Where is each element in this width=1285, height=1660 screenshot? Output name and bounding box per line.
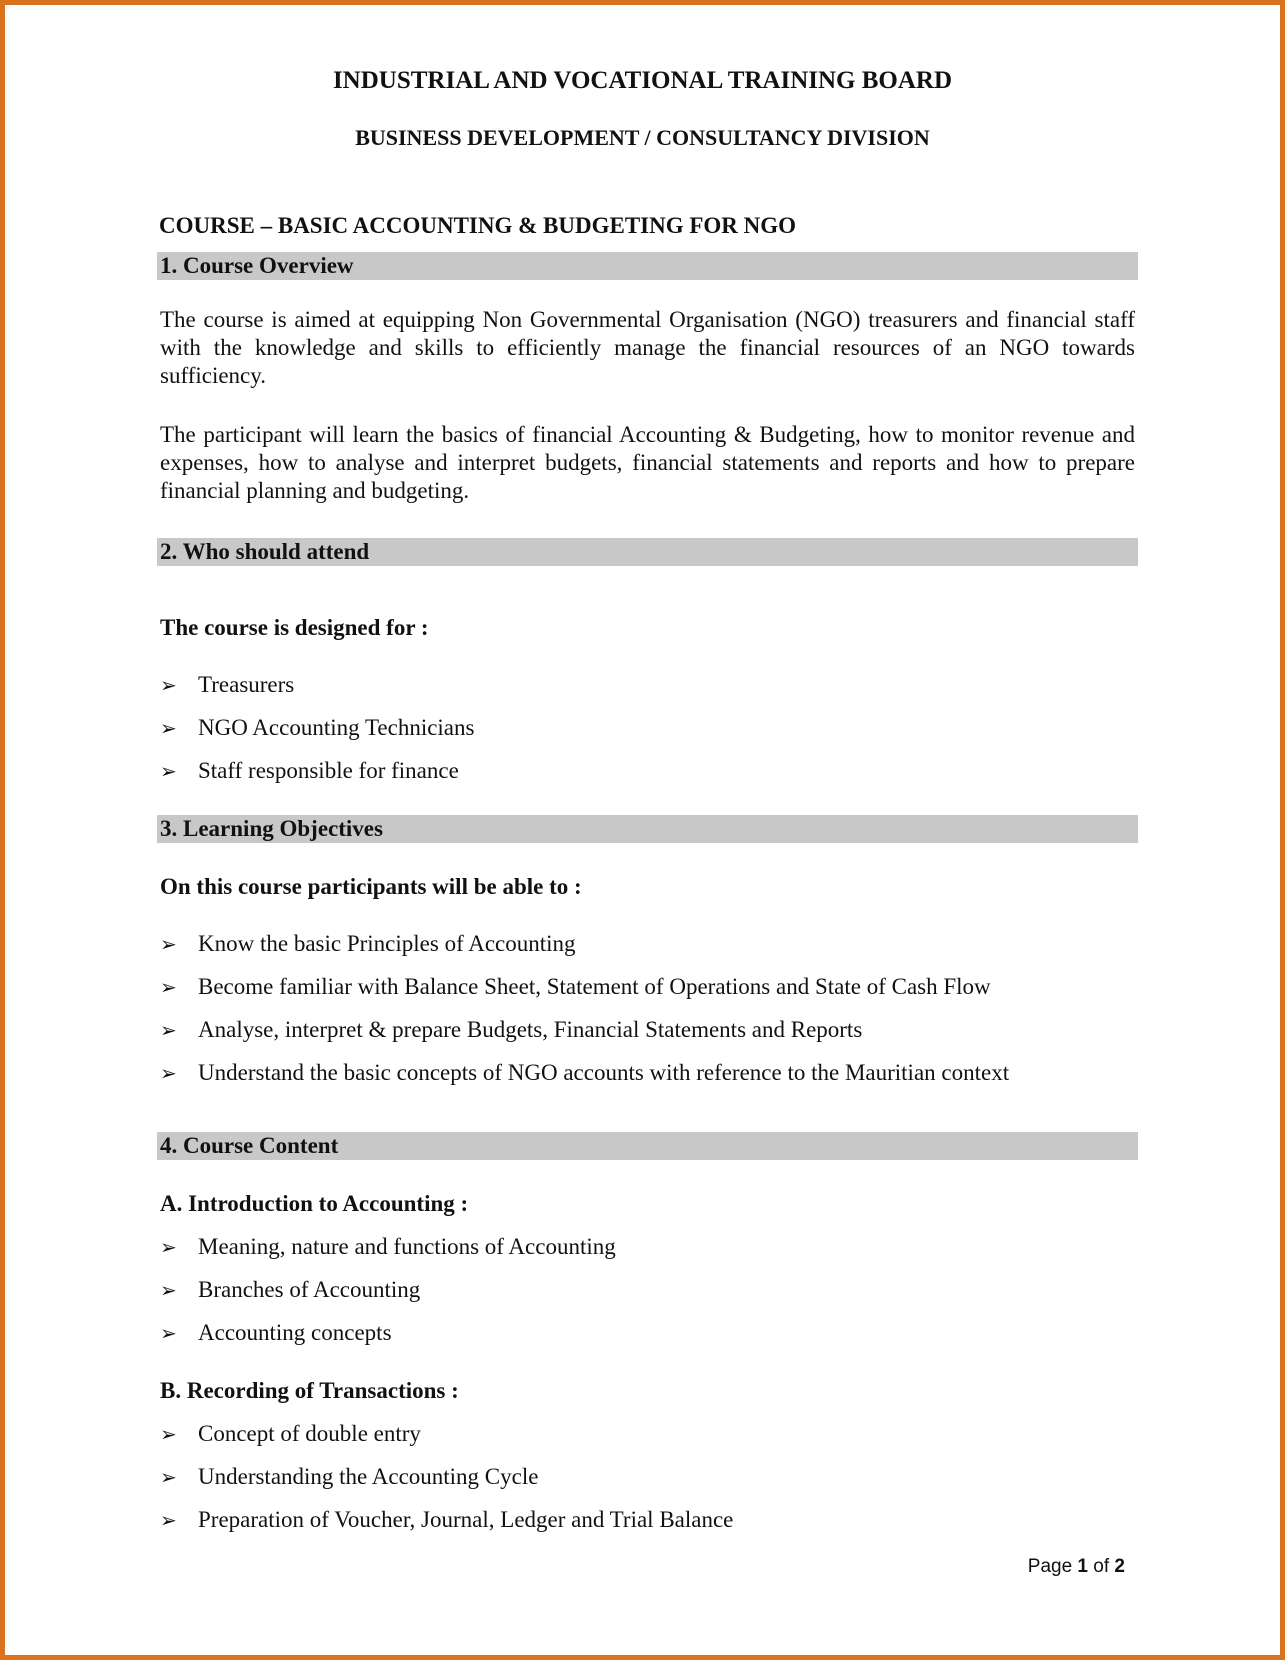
- list-item: ➢ Branches of Accounting: [160, 1277, 421, 1302]
- course-title: COURSE – BASIC ACCOUNTING & BUDGETING FOR NGO: [159, 213, 797, 238]
- arrow-bullet-icon: ➢: [160, 1510, 177, 1532]
- section-heading-objectives: 3. Learning Objectives: [157, 815, 1138, 843]
- arrow-bullet-icon: ➢: [160, 934, 177, 956]
- arrow-bullet-icon: ➢: [160, 1020, 177, 1042]
- arrow-bullet-icon: ➢: [160, 718, 177, 740]
- arrow-bullet-icon: ➢: [160, 761, 177, 783]
- arrow-bullet-icon: ➢: [160, 675, 177, 697]
- list-item: ➢ NGO Accounting Technicians: [160, 715, 475, 740]
- list-item: ➢ Concept of double entry: [160, 1421, 421, 1446]
- arrow-bullet-icon: ➢: [160, 977, 177, 999]
- content-subheading-a: A. Introduction to Accounting :: [160, 1191, 469, 1216]
- section-heading-content: 4. Course Content: [157, 1132, 1138, 1160]
- list-item: ➢ Become familiar with Balance Sheet, Statement of Operations and State of Cash Flow: [160, 974, 991, 999]
- list-item: ➢ Meaning, nature and functions of Accounting: [160, 1234, 616, 1259]
- division-title: BUSINESS DEVELOPMENT / CONSULTANCY DIVISION: [355, 125, 930, 150]
- list-item: ➢ Analyse, interpret & prepare Budgets, Financial Statements and Reports: [160, 1017, 863, 1042]
- section-heading-attend: 2. Who should attend: [157, 538, 1138, 566]
- section-heading-overview: 1. Course Overview: [157, 252, 1138, 280]
- overview-paragraph-2: The participant will learn the basics of financial Accounting & Budgeting, how to monitor revenue and expenses, how to analyse and interpret budgets, financial statements and reports and how to prepare financial planning and budgeting.: [160, 422, 1135, 503]
- page-number: Page 1 of 2: [1027, 1556, 1125, 1577]
- list-item: ➢ Accounting concepts: [160, 1320, 392, 1345]
- arrow-bullet-icon: ➢: [160, 1280, 177, 1302]
- arrow-bullet-icon: ➢: [160, 1424, 177, 1446]
- list-item: ➢ Preparation of Voucher, Journal, Ledger and Trial Balance: [160, 1507, 734, 1532]
- organisation-title: INDUSTRIAL AND VOCATIONAL TRAINING BOARD: [332, 67, 953, 94]
- arrow-bullet-icon: ➢: [160, 1237, 177, 1259]
- arrow-bullet-icon: ➢: [160, 1467, 177, 1489]
- overview-paragraph-1: The course is aimed at equipping Non Governmental Organisation (NGO) treasurers and financial staff with the knowledge and skills to efficiently manage the financial resources of an NGO towards sufficiency.: [160, 307, 1135, 388]
- objectives-subheading: On this course participants will be able to :: [160, 874, 582, 899]
- attend-subheading: The course is designed for :: [160, 615, 429, 640]
- list-item: ➢ Know the basic Principles of Accounting: [160, 931, 576, 956]
- list-item: ➢ Understanding the Accounting Cycle: [160, 1464, 539, 1489]
- list-item: ➢ Staff responsible for finance: [160, 758, 459, 783]
- list-item: ➢ Understand the basic concepts of NGO accounts with reference to the Mauritian context: [160, 1060, 1010, 1085]
- content-subheading-b: B. Recording of Transactions :: [160, 1378, 459, 1403]
- list-item: ➢ Treasurers: [160, 672, 295, 697]
- arrow-bullet-icon: ➢: [160, 1063, 177, 1085]
- arrow-bullet-icon: ➢: [160, 1323, 177, 1345]
